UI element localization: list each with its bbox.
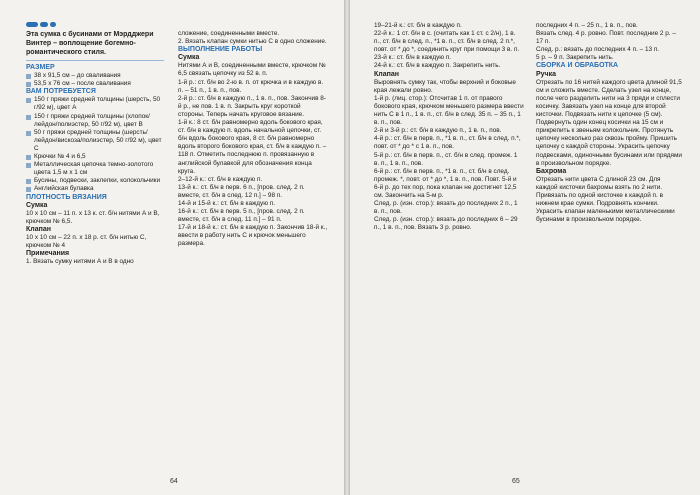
size-item: 53,5 х 76 см – после сваливания xyxy=(26,80,164,88)
need-item: Крючки № 4 и 6,5 xyxy=(26,153,164,161)
right-line: 19–21-й к.: ст. б/н в каждую п. xyxy=(374,22,462,29)
work-bag-title: Сумка xyxy=(178,54,200,62)
right-line: 23-й к.: ст. б/н в каждую п. xyxy=(374,54,452,62)
handle-text: Отрезать по 16 нитей каждого цвета длиной 91,5 см и сложить вместе. Сделать узел на конце, после чего разделить нити на 3 пряди и сплести косичку. Завязать узел на конце для второй кисточки. Подвязать нити к цепочке (5 см). Подвернуть один конец косички на 15 см и прикрепить к звеньям колокольчик. Протянуть цепочку несколько раз сквозь пройму. Пришить цепочку с каждой стороны. Украсить цепочку подвесками, одиночными бусинами или прядями в произвольном порядке. xyxy=(536,78,682,167)
right-line: последних 4 п. – 25 п., 1 в. п., пов. xyxy=(536,22,638,29)
assembly-title: СБОРКА И ОБРАБОТКА xyxy=(536,62,619,70)
fringe-title: Бахрома xyxy=(536,167,567,175)
flap-line: 1-й р. (лиц. стор.): Отсчитав 1 п. от правого бокового края, крючком меньшего размера ввести нить С в 1 п., 1 в. п., ст. б/н в след. 35 п. – 35 п., 1 в. п., пов. xyxy=(374,94,524,127)
right-line: Вязать след. 4 р. ровно. Повт. последние 2 р. – 17 п. xyxy=(536,30,676,46)
work-line: 14-й и 15-й к.: ст. б/н в каждую п. xyxy=(178,199,276,207)
density-flap-title: Клапан xyxy=(26,225,51,233)
density-bag-title: Сумка xyxy=(26,201,48,209)
density-flap-text: 10 х 10 см – 22 п. х 18 р. ст. б/н нитью С, крючком № 4 xyxy=(26,233,147,250)
need-item: Английская булавка xyxy=(26,185,164,193)
flap-line: Выровнять сумку так, чтобы верхний и боковые края лежали ровно. xyxy=(374,78,516,94)
flap-line: След. р. (изн. стор.): вязать до последних 2 п., 1 в. п., пов. xyxy=(374,200,518,216)
left-page xyxy=(0,0,344,495)
work-line: 13-й к.: ст. б/н в перв. 6 п., [пров. след. 2 п. вместе, ст. б/н в след. 12 п.] – 98 п. xyxy=(178,183,305,199)
need-title: ВАМ ПОТРЕБУЕТСЯ xyxy=(26,88,96,96)
right-line: 22-й к.: 1 ст. б/н в с. (считать как 1 ст. с 2/н), 1 в. п., ст. б/н в след. п., *1 в. п., ст. б/н в след. 2 п.*, повт. от * до *, соединить круг при помощи 3 в. п. xyxy=(374,30,520,54)
size-title: РАЗМЕР xyxy=(26,64,55,71)
size-item: 38 х 91,5 см – до сваливания xyxy=(26,72,164,80)
right-line: 5 р. – 9 п. Закрепить нить. xyxy=(536,54,614,62)
work-line: 2-й р.: ст. б/н в каждую п., 1 в. п., пов. Закончив 8-й р., не пов. 1 в. п. Закрыть круг короткой стороны. Теперь начать круговое вязание. xyxy=(178,94,326,118)
need-item: 50 г пряжи средней толщины (шерсть/лейдон/вискоза/полиэстер, 50 г/92 м), цвет С xyxy=(26,129,164,153)
notes-text: 1. Вязать сумку нитями А и В в одно xyxy=(26,258,134,266)
page-number-right: 65 xyxy=(512,478,520,485)
col2-top-text: сложение, соединенными вместе. 2. Вязать клапан сумки нитью С в одно сложение. xyxy=(178,30,327,46)
right-column-1 xyxy=(374,22,524,232)
flap-line: След. р. (изн. стор.): вязать до последних 6 – 29 п., 1 в. п., пов. Вязать 3 р. ровно. xyxy=(374,216,518,232)
need-item: 150 г пряжи средней толщины (хлопок/лейдон/полиэстер, 50 г/92 м), цвет В xyxy=(26,113,164,129)
left-column-2 xyxy=(178,30,328,249)
flap-line: 5-й р.: ст. б/н в перв. п., ст. б/н в след. промеж. 1 в. п., 1 в. п., пов. xyxy=(374,151,518,167)
work-title: ВЫПОЛНЕНИЕ РАБОТЫ xyxy=(178,46,263,54)
flap-line: 4-й р.: ст. б/н в перв. п., *1 в. п., ст. б/н в след. п.*, повт. от * до * с 1 в. п., пов. xyxy=(374,135,521,151)
page-number-left: 64 xyxy=(170,478,178,485)
right-line: 24-й к.: ст. б/н в каждую п. Закрепить нить. xyxy=(374,62,501,70)
need-item: Бусины, подвески, заклепки, колокольчики xyxy=(26,177,164,185)
work-line: 2–12-й к.: ст. б/н в каждую п. xyxy=(178,175,263,183)
right-line: След. р.: вязать до последних 4 п. – 13 п. xyxy=(536,46,660,54)
intro-text: Эта сумка с бусинами от Мэрдджери Винтер – воплощение богемно-романтического стиля. xyxy=(26,31,154,56)
flap-title: Клапан xyxy=(374,70,399,78)
fringe-text: Отрезать нити цвета С длиной 23 см. Для каждой кисточки бахромы взять по 2 нити. Привязать по одной кисточке к каждой п. в нижнем крае сумки. Подровнять кончики. Украсить клапан маленькими металлическими бусинами в произвольном порядке. xyxy=(536,175,675,224)
work-line: 1-й к.: 8 ст. б/н равномерно вдоль бокового края, ст. б/н в каждую п. вдоль начальной цепочки, ст. б/н вдоль бокового края, 8 ст. б/н равномерно вдоль второго бокового края, ст. б/н в каждую п. – 118 п. Отметить последнюю п. провязанную в английской булавкой для обозначения конца круга. xyxy=(178,119,327,175)
left-column-1 xyxy=(26,30,164,266)
work-line: 17-й и 18-й к.: ст. б/н в каждую п. Закончив 18-й к., ввести в работу нить С и крючок меньшего размера. xyxy=(178,224,328,248)
flap-line: 2-й и 3-й р.: ст. б/н в каждую п., 1 в. п., пов. xyxy=(374,127,502,135)
density-bag-text: 10 х 10 см – 11 п. х 13 к. ст. б/н нитями А и В, крючком № 6,5. xyxy=(26,209,160,225)
density-title: ПЛОТНОСТЬ ВЯЗАНИЯ xyxy=(26,193,107,201)
work-line: 1-й р.: ст. б/н во 2-ю в. п. от крючка и в каждую в. п. – 51 п., 1 в. п., пов. xyxy=(178,78,324,94)
need-item: Металлическая цепочка темно-золотого цвета 1,5 м х 1 см xyxy=(26,161,164,177)
work-line: 16-й к.: ст. б/н в перв. 5 п., [пров. след. 2 п. вместе, ст. б/н в след. 11 п.] – 91 п. xyxy=(178,208,305,224)
need-item: 150 г пряжи средней толщины (шерсть, 50 г/92 м), цвет А xyxy=(26,96,164,112)
right-page xyxy=(350,0,700,495)
flap-line: 6-й р.: ст. б/н в перв. п., *1 в. п., ст. б/н в след. промеж. *, повт. от * до *, 1 в. п., пов. Повт. 5-й и 6-й р. до тех пор, пока клапан не достигнет 12,5 см. Закончить на 5-м р. xyxy=(374,167,517,199)
notes-title: Примечания xyxy=(26,250,70,258)
right-column-2 xyxy=(536,22,682,224)
work-line: Нитями А и В, соединенными вместе, крючком № 6,5 связать цепочку из 52 в. п. xyxy=(178,62,326,78)
handle-title: Ручка xyxy=(536,70,557,78)
